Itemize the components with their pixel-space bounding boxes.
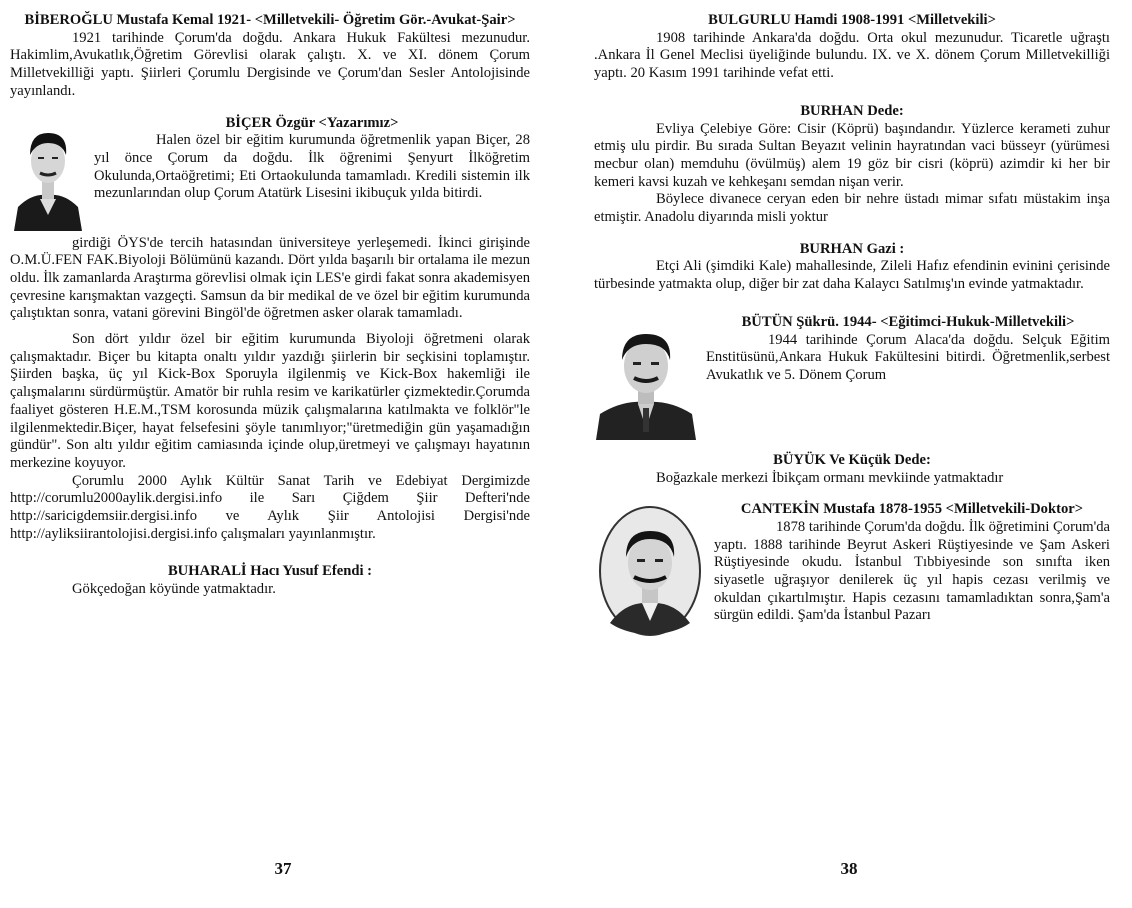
entry-text: Evliya Çelebiye Göre: Cisir (Köprü) başındandır. Yüzlerce kerameti zuhur etmiş ulu pirdir. Bu sırada Sultan Beyazıt velinin hayratından vaci büsseyr (yürümesi mecbur olan) memduhu (övülmüş) alem 19 göz bir cisri (köprü) azimdir ki her bir kemeri kavsi kuzah ve kehkeşanı semdan nişan verir. (594, 120, 1110, 190)
entry-text: Etçi Ali (şimdiki Kale) mahallesinde, Zileli Hafız efendinin evinini çerisinde türbesinde yatmakta olup, diğer bir zat daha Kalaycı Satılmış'ın evinde yatmaktadır. (594, 258, 1110, 293)
entry-text: Böylece divanece ceryan eden bir nehre üstadı mimar sıfatı müstakim inşa etmiştir. Anadolu diyarında misli yoktur (594, 191, 1110, 226)
portrait-photo-butun (596, 318, 696, 440)
entry-burhan-gazi (594, 241, 1110, 294)
entry-bulgurlu (594, 12, 1110, 83)
entry-text: Son dört yıldır özel bir eğitim kurumunda Biyoloji öğretmeni olarak çalışmaktadır. Biçer bu kitapta onaltı yıldır yazdığı şiirlerin bir seçkisini toplamıştır. Şiirden başka, üç yıl Kick-Box Sporuyla ilgilenmiş ve Kick-Box hakemliği ile çalışmalarını sürdürmüştür. Amatör bir ruhla resim ve karikatürler çizmektedir.Çorumda faaliyet gösteren H.E.M.,TSM korosunda müzik çalışmalarına katılmakta ve folklör"le ilgilenmektedir.Biçer, hayat felsefesini şöyle tanımlıyor;"üretmediğin gün yaşamadığın gündür". Son altı yıldır eğitim camiasında içinde olup,üretmeyi ve çalışmayı hayatının merkezine koyuyor. (10, 331, 530, 471)
entry-text: 1908 tarihinde Ankara'da doğdu. Orta okul mezunudur. Ticaretle uğraştı .Ankara İl Genel Meclisi üyeliğinde bulundu. IX. ve X. dönem Çorum Milletvekilliği yaptı. 20 Kasım 1991 tarihinde vefat etti. (594, 29, 1110, 82)
entry-text: 1878 tarihinde Çorum'da doğdu. İlk öğretimini Çorum'da yaptı. 1888 tarihinde Beyrut Askeri Rüştiyesinde ve Şam Askeri Rüştiyesinde okudu. İstanbul Tıbbiyesinde son sınıfta iken siyasetle uğraşıyor denilerek üç yıl hapis cezası verilmiş ve okuldan çıkartılmıştır. Hapis cezasını tamamladıktan sonra,Şam'a sürgün edildi. Şam'da İstanbul Pazarı (714, 518, 1110, 624)
entry-heading: CANTEKİN Mustafa 1878-1955 <Milletvekili-Doktor> (740, 501, 1084, 518)
entry-burhan-dede (594, 103, 1110, 227)
portrait-photo-cantekin (596, 505, 704, 645)
entry-butun (594, 314, 1110, 385)
right-page (566, 0, 1132, 908)
entry-buharali (10, 563, 530, 598)
entry-heading: BİBEROĞLU Mustafa Kemal 1921- <Milletvekili- Öğretim Gör.-Avukat-Şair> (24, 12, 516, 28)
entry-biberoglu (10, 12, 530, 101)
entry-buyuk (594, 452, 1110, 487)
entry-text: 1921 tarihinde Çorum'da doğdu. Ankara Hukuk Fakültesi mezunudur. Hakimlim,Avukatlık,Öğretim Görevlisi olarak çalıştı. X. ve XI. dönem Çorum Milletvekilliği yaptı. Şiirleri Çorumlu Dergisinde ve Çorum'dan Sesler Antolojisinde yayınlandı. (10, 29, 530, 99)
entry-text: Çorumlu 2000 Aylık Kültür Sanat Tarih ve Edebiyat Dergimizde http://corumlu2000aylik.dergisi.info ile Sarı Çiğdem Şiir Defteri'nde http://saricigdemsiir.dergisi.info ve Aylık Şiir Antolojisi Dergisi'nde http://ayliksiirantolojisi.dergisi.info çalışmaları yayınlanmıştır. (10, 472, 530, 542)
entry-heading: BURHAN Dede: (800, 102, 904, 119)
entry-heading: BURHAN Gazi : (799, 240, 905, 257)
entry-heading: BULGURLU Hamdi 1908-1991 <Milletvekili> (708, 12, 996, 28)
page-number: 37 (274, 859, 292, 879)
entry-text: Halen özel bir eğitim kurumunda öğretmenlik yapan Biçer, 28 yıl önce Çorum da doğdu. İlk öğrenimi Şenyurt İlköğretim Okulunda,Ortaöğretimi; Eti Ortaokulunda tamamladı. Kredili sistemin ilk mezunlarından olup Çorum Atatürk Lisesini ikibuçuk yılda bitirdi. (94, 132, 530, 202)
entry-heading: BİÇER Özgür <Yazarımız> (225, 114, 399, 131)
entry-text: 1944 tarihinde Çorum Alaca'da doğdu. Selçuk Eğitim Enstitüsünü,Ankara Hukuk Fakültesini bitirdi. Öğretmenlik,serbest Avukatlık ve 5. Dönem Çorum (706, 331, 1110, 383)
entry-heading: BÜTÜN Şükrü. 1944- <Eğitimci-Hukuk-Milletvekili> (741, 313, 1075, 330)
entry-bicer (10, 115, 530, 544)
entry-text: Gökçedoğan köyünde yatmaktadır. (72, 581, 276, 598)
entry-text: Boğazkale merkezi İbikçam ormanı mevkiinde yatmaktadır (656, 469, 1004, 486)
entry-heading: BUHARALİ Hacı Yusuf Efendi : (167, 563, 373, 580)
entry-cantekin (594, 501, 1110, 625)
page-number: 38 (840, 859, 858, 879)
portrait-photo-bicer (12, 119, 84, 231)
entry-text: girdiği ÖYS'de tercih hatasından üniversiteye yerleşemedi. İkinci girişinde O.M.Ü.FEN FAK.Biyoloji Bölümünü kazandı. Dört yılda başarılı bir ortalama ile mezun oldu. İlk zamanlarda Araştırma görevlisi olmak için LES'e girdi fakat sonra akademisyen çevresine karışmaktan vazgeçti. Samsun da bir medikal de ve özel bir eğitim kurumunda çalıştıktan sonra, vatani görevini Bingöl'de öğretmen asker olarak tamamladı. (10, 234, 530, 322)
entry-heading: BÜYÜK Ve Küçük Dede: (773, 451, 931, 468)
